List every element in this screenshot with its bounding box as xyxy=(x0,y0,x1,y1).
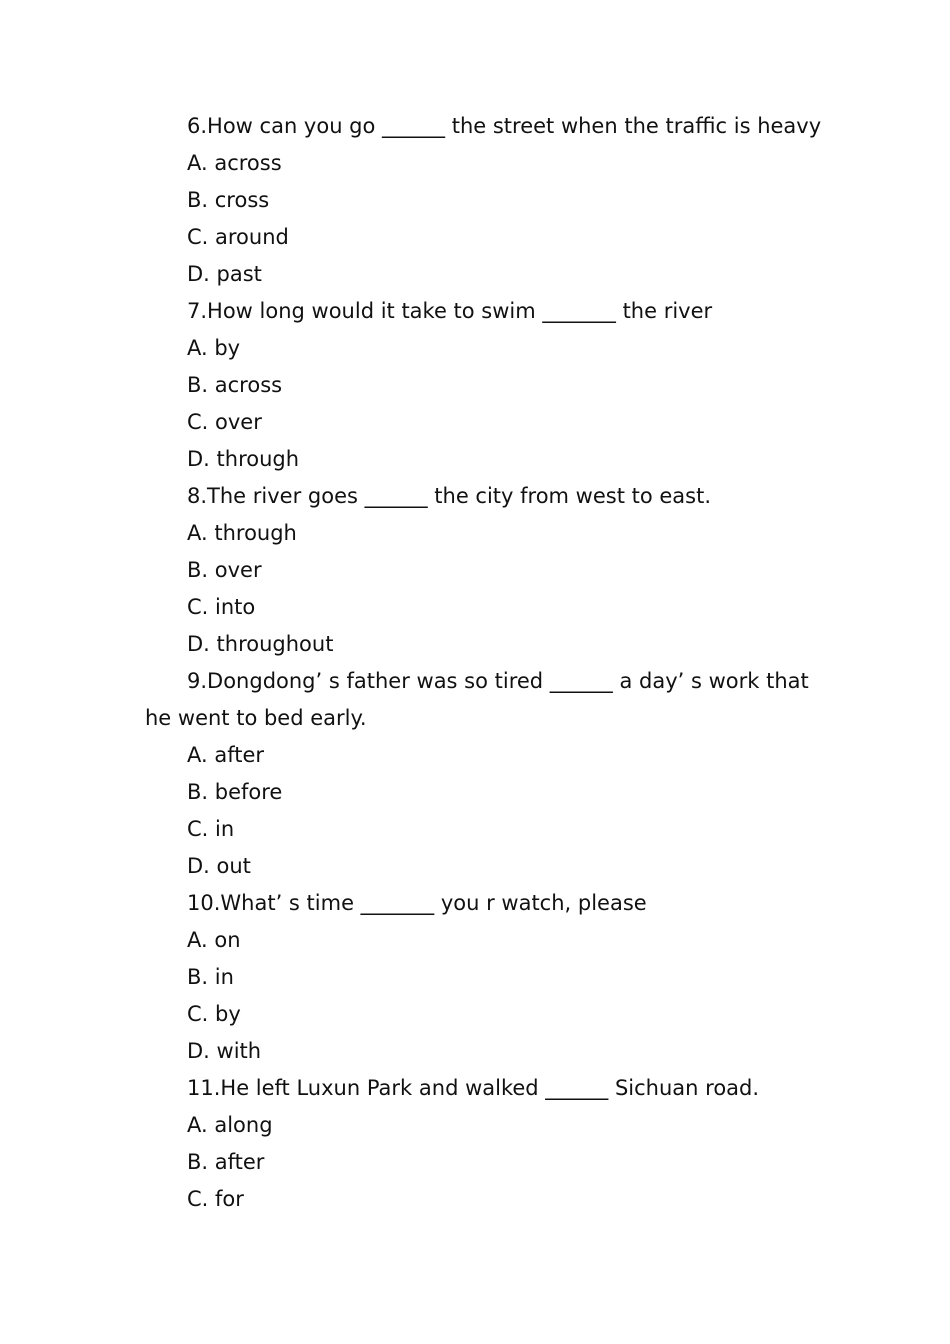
question-list xyxy=(145,108,822,1218)
question-10-text: 10.What’ s time _______ you r watch, please xyxy=(187,891,647,915)
question-9 xyxy=(145,663,815,885)
question-10 xyxy=(145,885,815,1070)
question-6-text: 6.How can you go ______ the street when the traffic is heavy xyxy=(187,114,822,138)
question-9-option-a: A. after xyxy=(187,743,265,767)
question-9-text-continued: he went to bed early. xyxy=(145,706,367,730)
question-10-option-b: B. in xyxy=(187,965,234,989)
question-11-option-c: C. for xyxy=(187,1187,244,1211)
question-11-option-a: A. along xyxy=(187,1113,273,1137)
question-7-option-d: D. through xyxy=(187,447,300,471)
question-10-option-d: D. with xyxy=(187,1039,262,1063)
question-7-option-c: C. over xyxy=(187,410,262,434)
question-8-option-a: A. through xyxy=(187,521,297,545)
question-9-option-c: C. in xyxy=(187,817,235,841)
question-8 xyxy=(145,478,815,663)
question-10-option-a: A. on xyxy=(187,928,241,952)
question-9-text: 9.Dongdong’ s father was so tired ______ a day’ s work that xyxy=(187,669,809,693)
question-6-option-a: A. across xyxy=(187,151,282,175)
question-6-option-d: D. past xyxy=(187,262,262,286)
question-8-option-d: D. throughout xyxy=(187,632,334,656)
question-10-option-c: C. by xyxy=(187,1002,241,1026)
question-7-option-a: A. by xyxy=(187,336,241,360)
question-9-option-b: B. before xyxy=(187,780,283,804)
question-8-option-c: C. into xyxy=(187,595,256,619)
question-8-option-b: B. over xyxy=(187,558,262,582)
question-7 xyxy=(145,293,815,478)
question-7-option-b: B. across xyxy=(187,373,283,397)
question-11 xyxy=(145,1070,815,1218)
question-6-option-b: B. cross xyxy=(187,188,270,212)
question-6-option-c: C. around xyxy=(187,225,289,249)
question-9-option-d: D. out xyxy=(187,854,251,878)
question-6 xyxy=(145,108,822,293)
question-7-text: 7.How long would it take to swim _______ the river xyxy=(187,299,713,323)
question-8-text: 8.The river goes ______ the city from west to east. xyxy=(187,484,712,508)
question-11-option-b: B. after xyxy=(187,1150,265,1174)
question-11-text: 11.He left Luxun Park and walked ______ Sichuan road. xyxy=(187,1076,760,1100)
